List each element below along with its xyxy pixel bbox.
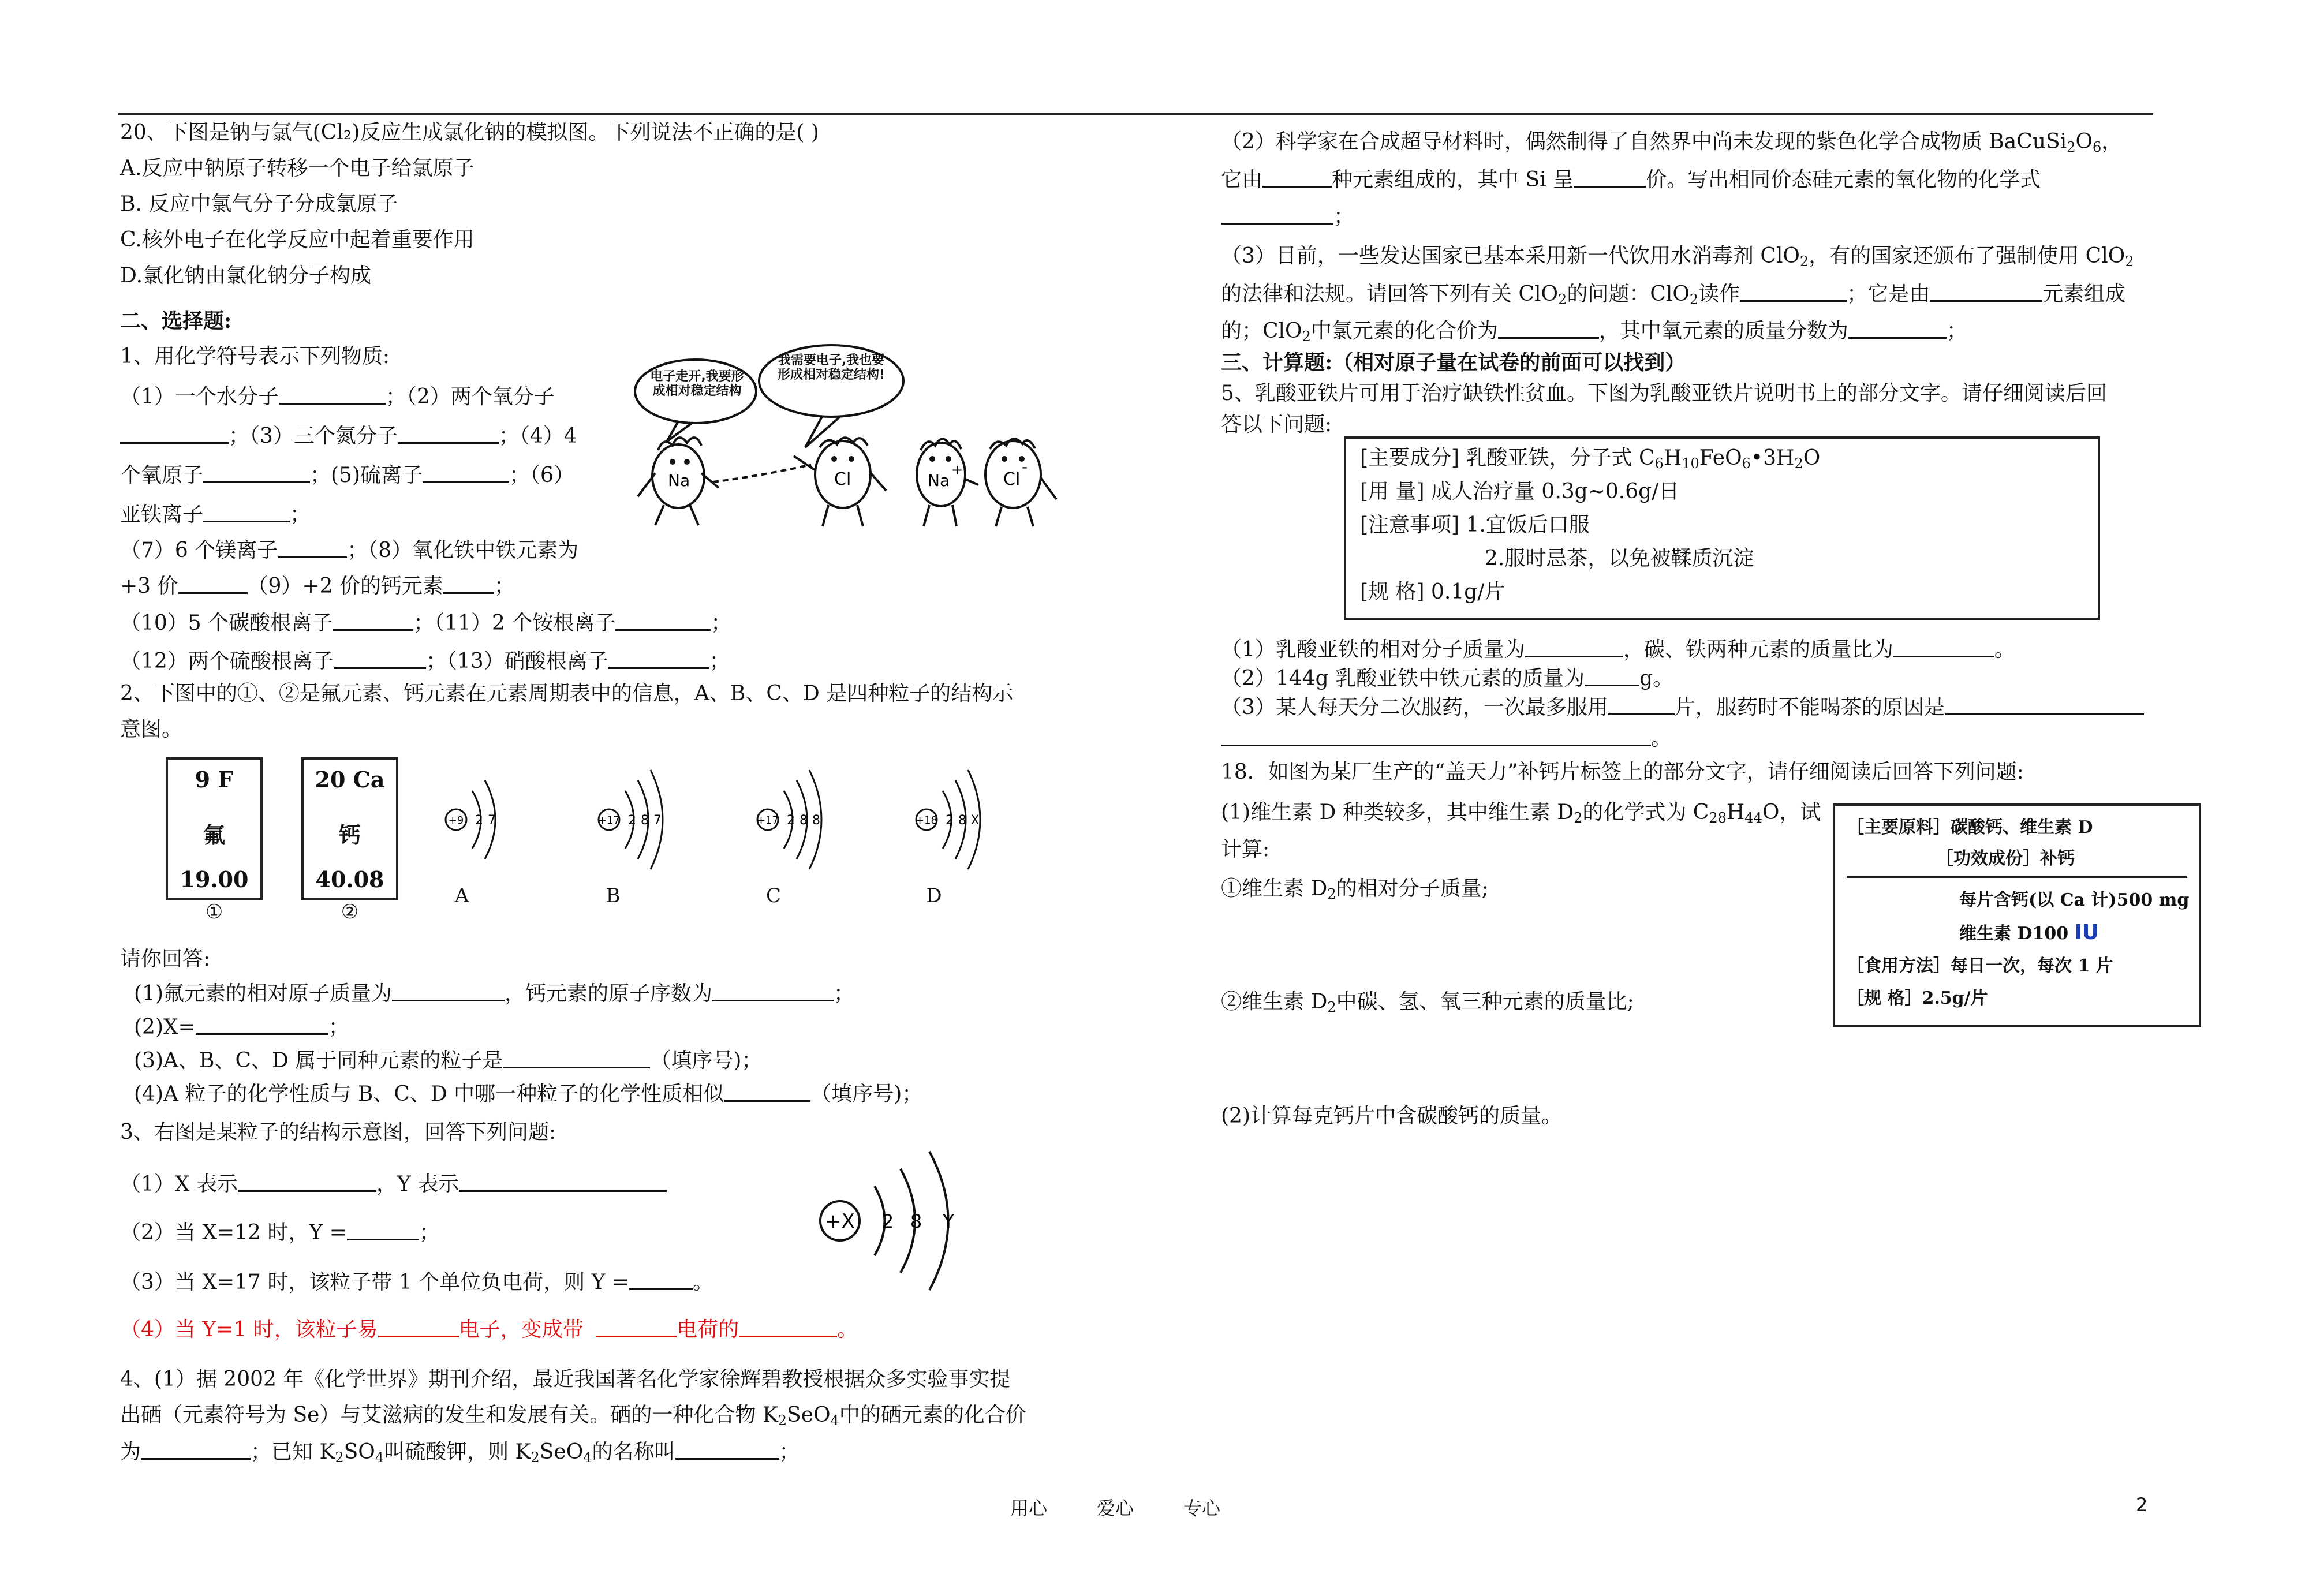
answer-blank[interactable] bbox=[347, 1218, 419, 1240]
q1-line-8: （12）两个硫酸根离子 ；（13）硝酸根离子 ； bbox=[120, 646, 730, 675]
bubble-1-text: 电子走开,我要形成相对稳定结构 bbox=[650, 369, 744, 398]
ferrous-box-notes-1: [注意事项] 1.宜饭后口服 bbox=[1360, 513, 1590, 537]
calcium-mass: 40.08 bbox=[315, 866, 384, 892]
answer-blank[interactable] bbox=[712, 979, 834, 1001]
answer-blank[interactable] bbox=[398, 421, 499, 444]
q2-answer-intro: 请你回答: bbox=[120, 947, 211, 971]
q18-part-2: (2)计算每克钙片中含碳酸钙的质量。 bbox=[1221, 1104, 1562, 1128]
atom-diagram-b bbox=[598, 770, 663, 869]
iu-unit: IU bbox=[2074, 921, 2099, 944]
q2-stem-1: 2、下图中的①、②是氟元素、钙元素在元素周期表中的信息，A、B、C、D 是四种粒子的结构示 bbox=[120, 682, 1014, 705]
atom-nucleus: +17 bbox=[598, 814, 620, 827]
q1-line-4: 亚铁离子 ； bbox=[120, 500, 311, 529]
fluorine-name: 氟 bbox=[203, 822, 225, 848]
q20-option-c: C.核外电子在化学反应中起着重要作用 bbox=[120, 228, 475, 252]
q2-part-2: (2)X= ； bbox=[134, 1012, 349, 1041]
answer-blank[interactable] bbox=[1608, 693, 1675, 715]
footer-text-3: 专心 bbox=[1183, 1497, 1221, 1519]
q18-part-1-cont: 计算: bbox=[1221, 838, 1270, 861]
answer-blank[interactable] bbox=[1930, 279, 2042, 302]
answer-blank[interactable] bbox=[1221, 724, 1651, 746]
calcium-label-calcium-content: 每片含钙(以 Ca 计)500 mg bbox=[1959, 890, 2190, 910]
answer-blank[interactable] bbox=[608, 646, 709, 669]
answer-blank[interactable] bbox=[724, 1079, 810, 1102]
q18-part-1-2: ②维生素 $D_2$中碳、氢、氧三种元素的质量比; bbox=[1221, 990, 1634, 1015]
ferrous-lactate-label-box bbox=[1344, 436, 2100, 620]
answer-blank[interactable] bbox=[459, 1169, 667, 1192]
answer-blank[interactable] bbox=[423, 461, 509, 483]
answer-blank[interactable] bbox=[1221, 202, 1333, 225]
q20-option-a: A.反应中钠原子转移一个电子给氯原子 bbox=[120, 156, 475, 180]
atom-shell-count: X bbox=[970, 813, 980, 828]
atom-d-label: D bbox=[926, 884, 942, 907]
q2-stem-2: 意图。 bbox=[120, 717, 183, 741]
q3-part-4: （4）当 Y=1 时，该粒子易 电子，变成带 电荷的 。 bbox=[120, 1315, 858, 1344]
answer-blank[interactable] bbox=[739, 1315, 837, 1337]
atom-shell-count: 7 bbox=[488, 813, 496, 828]
fluorine-cell-label: ① bbox=[205, 900, 223, 924]
answer-blank[interactable] bbox=[196, 1012, 328, 1035]
atom-shell-count: 2 bbox=[475, 813, 483, 828]
answer-blank[interactable] bbox=[1262, 165, 1332, 188]
answer-blank[interactable] bbox=[238, 1169, 376, 1192]
fluorine-number: 9 F bbox=[195, 767, 234, 793]
q3-part-1: （1）X 表示 ，Y 表示 bbox=[120, 1169, 667, 1198]
q4-3-line-1: （3）目前，一些发达国家已基本采用新一代饮用水消毒剂 ClO$_2$，有的国家还颁布了强制使用 ClO$_2$ bbox=[1221, 244, 2134, 270]
answer-blank[interactable] bbox=[615, 608, 711, 631]
q20-option-d: D.氯化钠由氯化钠分子构成 bbox=[120, 264, 372, 287]
footer-text-2: 爱心 bbox=[1097, 1497, 1134, 1519]
answer-blank[interactable] bbox=[1740, 279, 1847, 302]
atom-shell-count: 8 bbox=[958, 813, 966, 828]
q5-line-1: 5、乳酸亚铁片可用于治疗缺铁性贫血。下图为乳酸亚铁片说明书上的部分文字。请仔细阅读后回 bbox=[1221, 382, 2107, 405]
atom-nucleus: +9 bbox=[448, 814, 464, 827]
q3-stem: 3、右图是某粒子的结构示意图，回答下列问题: bbox=[120, 1120, 556, 1144]
q4-line-2: 出硒（元素符号为 Se）与艾滋病的发生和发展有关。硒的一种化合物 $K_2SeO_4$中的硒元素的化合价 bbox=[120, 1403, 1026, 1429]
calcium-cell bbox=[301, 757, 398, 900]
answer-blank[interactable] bbox=[279, 382, 386, 405]
q4-line-3: 为 ；已知 $K_2SO_4$叫硫酸钾，则 $K_2SeO_4$的名称叫 ； bbox=[120, 1437, 800, 1466]
header-rule bbox=[118, 113, 2153, 115]
calcium-label-divider bbox=[1847, 876, 2187, 878]
na-ion-charge: + bbox=[951, 462, 963, 478]
answer-blank[interactable] bbox=[596, 1315, 677, 1337]
atom-shell-count: 8 bbox=[812, 813, 820, 828]
q20-stem: 20、下图是钠与氯气(Cl₂)反应生成氯化钠的模拟图。下列说法不正确的是( ) bbox=[120, 121, 819, 144]
atom-b-label: B bbox=[606, 884, 621, 907]
q2-part-4: (4)A 粒子的化学性质与 B、C、D 中哪一种粒子的化学性质相似 （填序号)； bbox=[134, 1079, 922, 1108]
answer-blank[interactable] bbox=[203, 500, 290, 522]
q5-part-3: （3）某人每天分二次服药，一次最多服用 片，服药时不能喝茶的原因是 bbox=[1221, 693, 2144, 722]
q3-part-3: （3）当 X=17 时，该粒子带 1 个单位负电荷，则 Y = 。 bbox=[120, 1268, 713, 1296]
q4-line-1: 4、(1）据 2002 年《化学世界》期刊介绍，最近我国著名化学家徐辉碧教授根据众多实验事实提 bbox=[120, 1367, 1011, 1391]
calcium-tablet-label-box bbox=[1833, 803, 2201, 1027]
cl-label: Cl bbox=[834, 469, 851, 489]
q20-option-b: B. 反应中氯气分子分成氯原子 bbox=[120, 192, 398, 216]
atom-nucleus: +18 bbox=[916, 814, 937, 827]
atom-diagram-a bbox=[446, 780, 496, 859]
calcium-label-usage: ［食用方法］每日一次，每次 1 片 bbox=[1847, 956, 2113, 976]
fluorine-mass: 19.00 bbox=[180, 866, 249, 892]
q1-line-2: ；（3）三个氮分子 ；（4）4 bbox=[120, 421, 577, 450]
answer-blank[interactable] bbox=[333, 608, 413, 631]
bubble-2-text: 我需要电子,我也要形成相对稳定结构! bbox=[777, 353, 886, 382]
q1-line-7: （10）5 个碳酸根离子 ；（11）2 个铵根离子 ； bbox=[120, 608, 731, 637]
ferrous-box-spec: [规 格] 0.1g/片 bbox=[1360, 580, 1505, 604]
atom-shell-count: 8 bbox=[800, 813, 808, 828]
q1-line-1: （1）一个水分子 ；（2）两个氧分子 bbox=[120, 382, 555, 411]
q3-particle-diagram bbox=[805, 1146, 996, 1296]
answer-blank[interactable] bbox=[1893, 635, 1994, 657]
answer-blank[interactable] bbox=[378, 1315, 459, 1337]
calcium-label-spec: ［规 格］2.5g/片 bbox=[1847, 988, 1988, 1008]
q5-part-3-cont: 。 bbox=[1221, 724, 1672, 753]
q2-part-3: (3)A、B、C、D 属于同种元素的粒子是 （填序号)； bbox=[134, 1046, 762, 1075]
q5-part-2: （2）144g 乳酸亚铁中铁元素的质量为 g。 bbox=[1221, 664, 1673, 693]
na-label: Na bbox=[668, 471, 690, 490]
answer-blank[interactable] bbox=[1525, 635, 1623, 657]
atom-shell-count: 2 bbox=[946, 813, 954, 828]
atom-structure-diagrams bbox=[424, 756, 980, 900]
q1-stem: 1、用化学符号表示下列物质: bbox=[120, 345, 390, 368]
q3-nucleus: +X bbox=[825, 1210, 855, 1233]
answer-blank[interactable] bbox=[392, 979, 505, 1001]
answer-blank[interactable] bbox=[1574, 165, 1646, 188]
q1-line-6: +3 价 （9）+2 价的钙元素 ； bbox=[120, 571, 515, 600]
atom-diagram-d bbox=[916, 770, 980, 869]
atom-shell-count: 2 bbox=[628, 813, 636, 828]
atom-nucleus: +17 bbox=[757, 814, 779, 827]
q4-2-line-2: 它由 种元素组成的，其中 Si 呈 价。写出相同价态硅元素的氧化物的化学式 bbox=[1221, 165, 2041, 194]
q18-stem: 18．如图为某厂生产的“盖天力”补钙片标签上的部分文字，请仔细阅读后回答下列问题: bbox=[1221, 760, 2024, 784]
answer-blank[interactable] bbox=[178, 571, 248, 594]
footer-text-1: 用心 bbox=[1010, 1497, 1048, 1519]
q5-part-1: （1）乳酸亚铁的相对分子质量为 ，碳、铁两种元素的质量比为 。 bbox=[1221, 635, 2015, 664]
calcium-name: 钙 bbox=[338, 822, 361, 848]
q4-3-line-3: 的；ClO$_2$中氯元素的化合价为 ，其中氧元素的质量分数为 ； bbox=[1221, 316, 1967, 345]
fluorine-cell bbox=[166, 757, 263, 900]
q4-2-line-1: （2）科学家在合成超导材料时，偶然制得了自然界中尚未发现的紫色化学合成物质 $BaCuSi_2O_6$， bbox=[1221, 130, 2123, 155]
q4-3-line-2: 的法律和法规。请回答下列有关 ClO$_2$的问题：ClO$_2$读作 ；它是由 元素组成 bbox=[1221, 279, 2125, 308]
answer-blank[interactable] bbox=[120, 421, 229, 444]
ferrous-box-dosage: [用 量] 成人治疗量 0.3g~0.6g/日 bbox=[1360, 480, 1680, 503]
sodium-chlorine-cartoon bbox=[632, 341, 1065, 531]
atom-shell-count: 8 bbox=[641, 813, 649, 828]
q3-part-2: （2）当 X=12 时，Y = ； bbox=[120, 1218, 440, 1247]
ferrous-box-line-1: [主要成分] 乳酸亚铁，分子式 $C_6H_{10}FeO_6•3H_2O$ bbox=[1360, 446, 1821, 472]
q2-part-1: (1)氟元素的相对原子质量为 ，钙元素的原子序数为 ； bbox=[134, 979, 854, 1008]
q18-part-1-1: ①维生素 $D_2$的相对分子质量; bbox=[1221, 877, 1489, 902]
cl-ion-label: Cl bbox=[1003, 469, 1021, 489]
q3-shell-3: Y bbox=[943, 1210, 954, 1232]
calcium-label-ingredients: ［主要原料］碳酸钙、维生素 D bbox=[1847, 817, 2093, 838]
q1-line-5: （7）6 个镁离子 ；（8）氧化铁中铁元素为 bbox=[120, 536, 578, 565]
atom-shell-count: 7 bbox=[653, 813, 662, 828]
answer-blank[interactable] bbox=[1848, 316, 1947, 339]
calcium-label-vitamin-d: 维生素 D100 IU bbox=[1959, 921, 2099, 944]
section-3-title: 三、计算题:（相对原子量在试卷的前面可以找到） bbox=[1221, 350, 1686, 375]
answer-blank[interactable] bbox=[443, 571, 494, 594]
answer-blank[interactable] bbox=[503, 1046, 650, 1068]
cl-ion-charge: - bbox=[1022, 457, 1028, 476]
na-ion-label: Na bbox=[928, 471, 950, 490]
atom-c-label: C bbox=[765, 884, 781, 907]
answer-blank[interactable] bbox=[1585, 664, 1639, 686]
page-number: 2 bbox=[2136, 1494, 2148, 1516]
q18-part-1: (1)维生素 D 种类较多，其中维生素 $D_2$的化学式为 $C_{28}H_{44}O$，试 bbox=[1221, 801, 1821, 826]
q4-2-line-3: ； bbox=[1221, 202, 1354, 231]
answer-blank[interactable] bbox=[1945, 693, 2144, 715]
answer-blank[interactable] bbox=[141, 1437, 251, 1460]
answer-blank[interactable] bbox=[334, 646, 426, 669]
answer-blank[interactable] bbox=[278, 536, 347, 558]
section-2-title: 二、选择题: bbox=[120, 309, 232, 333]
answer-blank[interactable] bbox=[629, 1268, 693, 1290]
q3-shell-1: 2 bbox=[881, 1210, 894, 1232]
answer-blank[interactable] bbox=[203, 461, 310, 483]
atom-shell-count: 2 bbox=[787, 813, 795, 828]
atom-diagram-c bbox=[757, 770, 821, 869]
q5-line-2: 答以下问题: bbox=[1221, 413, 1332, 436]
answer-blank[interactable] bbox=[675, 1437, 779, 1460]
q1-line-3: 个氧原子 ；(5)硫离子 ；（6） bbox=[120, 461, 574, 489]
calcium-number: 20 Ca bbox=[315, 767, 385, 793]
q3-shell-2: 8 bbox=[910, 1210, 922, 1232]
atom-a-label: A bbox=[454, 884, 469, 907]
calcium-cell-label: ② bbox=[341, 900, 359, 924]
calcium-label-function: ［功效成份］补钙 bbox=[1936, 849, 2075, 869]
answer-blank[interactable] bbox=[1498, 316, 1599, 339]
ferrous-box-notes-2: 2.服时忌茶，以免被鞣质沉淀 bbox=[1485, 547, 1754, 570]
